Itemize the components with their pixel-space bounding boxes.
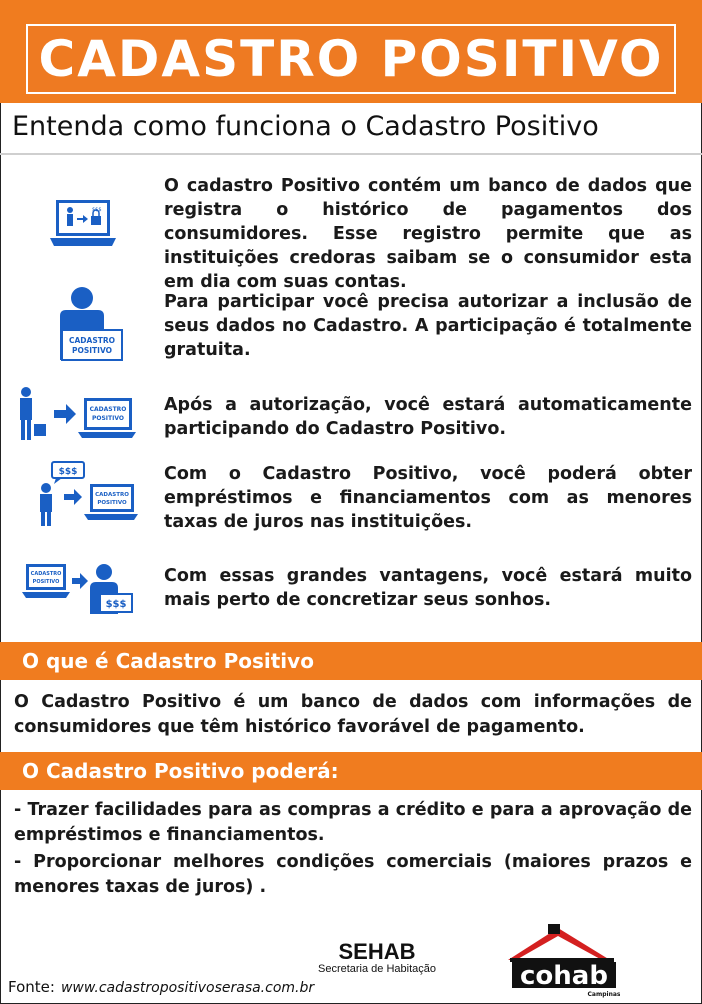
svg-text:Campinas: Campinas [587, 991, 620, 998]
subtitle-band [0, 103, 702, 155]
sehab-name: SEHAB [338, 939, 416, 964]
laptop-person-lock-icon [48, 196, 118, 252]
sehab-logo [312, 941, 442, 976]
person-with-sign-icon [52, 286, 130, 364]
svg-text:POSITIVO: POSITIVO [71, 346, 113, 355]
step-4-text: Com o Cadastro Positivo, você poderá obter empréstimos e financiamentos com as menores taxas de juros nas instituições. [164, 464, 692, 532]
svg-text:cohab: cohab [520, 961, 608, 991]
page-title: CADASTRO POSITIVO [38, 30, 664, 88]
svg-text:$$$: $$$ [92, 207, 102, 213]
cohab-logo [506, 924, 620, 1000]
benefit-item-1: - Trazer facilidades para as compras a crédito e para a aprovação de empréstimos e financiamentos. [14, 800, 692, 845]
svg-text:CADASTRO: CADASTRO [68, 336, 116, 345]
person-money-laptop-icon [30, 460, 138, 528]
source-url: www.cadastropositivoserasa.com.br [60, 980, 315, 996]
title-box [26, 24, 676, 94]
section-what-is-bar [0, 642, 702, 680]
section-what-is-text: O Cadastro Positivo é um banco de dados com informações de consumidores que têm histórico favorável de pagamento. [14, 692, 692, 737]
step-5-text: Com essas grandes vantagens, você estará muito mais perto de concretizar seus sonhos. [164, 566, 692, 610]
svg-text:CADASTRO: CADASTRO [89, 406, 127, 413]
section-what-is-title: O que é Cadastro Positivo [22, 649, 314, 673]
benefit-item-2: - Proporcionar melhores condições comerciais (maiores prazos e menores taxas de juros) . [14, 852, 692, 897]
step-3-text: Após a autorização, você estará automaticamente participando do Cadastro Positivo. [164, 395, 692, 439]
svg-text:POSITIVO: POSITIVO [32, 579, 60, 585]
svg-text:$$$: $$$ [105, 599, 127, 610]
person-arrow-laptop-icon [14, 386, 136, 444]
step-1-text: O cadastro Positivo contém um banco de dados que registra o histórico de pagamentos dos consumidores. Esse registro permite que as instituições credoras saibam se o consumidor esta em dia com suas contas. [164, 176, 692, 292]
source-label: Fonte: [8, 978, 55, 996]
sehab-subtitle: Secretaria de Habitação [317, 963, 436, 975]
svg-text:CADASTRO: CADASTRO [95, 492, 129, 498]
svg-text:POSITIVO: POSITIVO [97, 500, 127, 506]
section-benefits-title: O Cadastro Positivo poderá: [22, 759, 339, 783]
section-benefits-bar [0, 752, 702, 790]
header-bar [0, 0, 702, 103]
svg-text:POSITIVO: POSITIVO [91, 415, 125, 422]
svg-text:$$$: $$$ [58, 467, 78, 477]
step-2-text: Para participar você precisa autorizar a inclusão de seus dados no Cadastro. A participação é totalmente gratuita. [164, 292, 692, 360]
page-subtitle: Entenda como funciona o Cadastro Positivo [12, 111, 599, 142]
svg-text:CADASTRO: CADASTRO [30, 571, 62, 577]
laptop-arrow-person-money-icon [22, 562, 134, 616]
source-line [8, 978, 314, 996]
